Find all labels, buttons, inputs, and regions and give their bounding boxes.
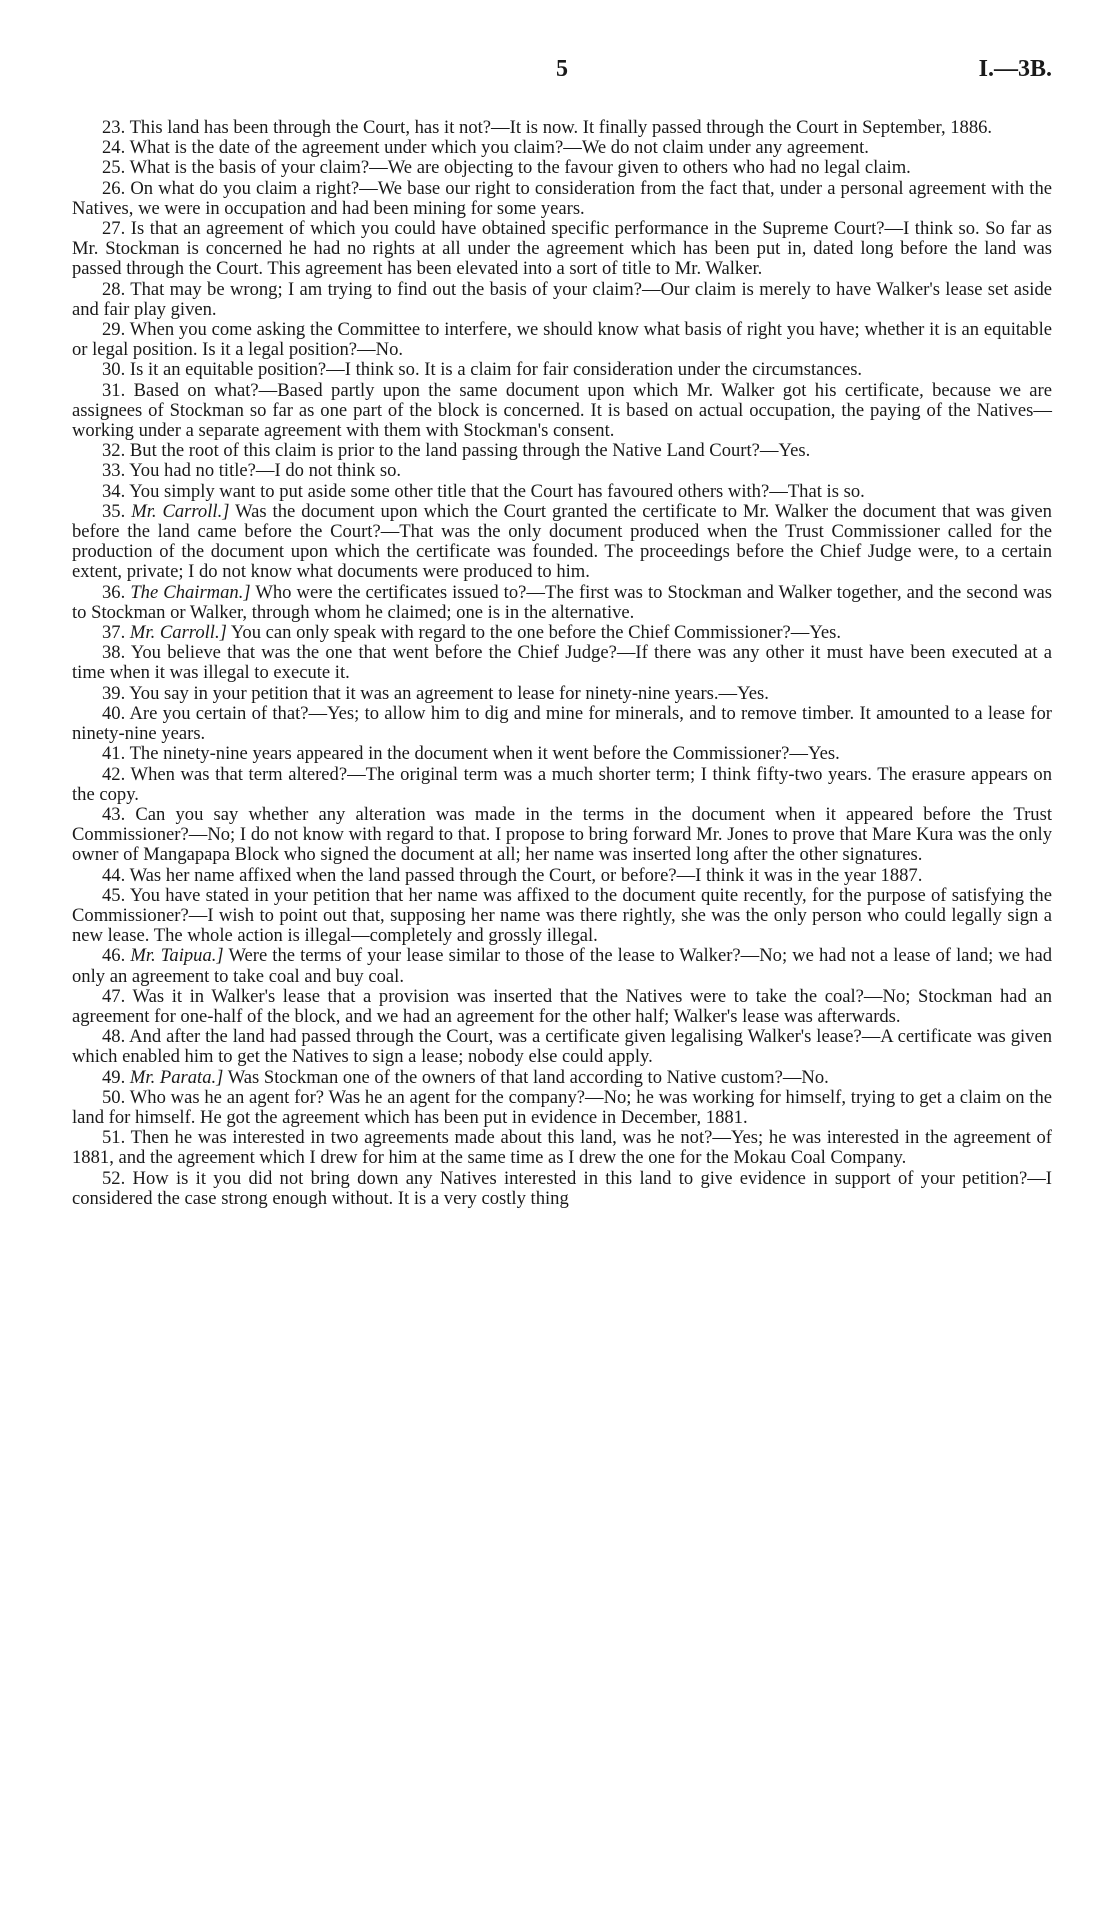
question-number: 50. (102, 1086, 126, 1108)
question-paragraph (72, 946, 1052, 986)
question-number: 30. (102, 359, 126, 381)
question-answer-text: Was it in Walker's lease that a provision was inserted that the Natives were to take the coal?—No; Stockman had an agreement for one-half of the block, and we had an agreement for the other half; Walker's lease was afterwards. (72, 985, 1053, 1027)
speaker-name: Mr. Taipua.] (130, 945, 224, 967)
question-paragraph (72, 1027, 1052, 1067)
question-number: 48. (102, 1026, 126, 1048)
question-paragraph (72, 219, 1052, 280)
question-paragraph (72, 1128, 1052, 1168)
question-paragraph (72, 158, 1052, 178)
question-answer-text: You say in your petition that it was an agreement to lease for ninety-nine years.—Yes. (129, 682, 769, 704)
question-paragraph (72, 441, 1052, 461)
question-number: 23. (102, 117, 126, 138)
question-paragraph (72, 765, 1052, 805)
question-paragraph (72, 138, 1052, 158)
question-paragraph (72, 866, 1052, 886)
question-answer-text: What is the basis of your claim?—We are objecting to the favour given to others who had no legal claim. (129, 157, 911, 179)
question-answer-text: You believe that was the one that went before the Chief Judge?—If there was any other it must have been executed at a time when it was illegal to execute it. (72, 642, 1053, 684)
speaker-name: Mr. Carroll.] (131, 500, 230, 522)
document-reference: I.—3B. (978, 56, 1052, 82)
question-number: 36. (102, 581, 126, 603)
speaker-name: The Chairman.] (130, 581, 251, 603)
question-answer-text: You simply want to put aside some other title that the Court has favoured others with?—That is so. (129, 480, 865, 502)
question-paragraph (72, 1088, 1052, 1128)
question-paragraph (72, 704, 1052, 744)
question-number: 40. (102, 702, 126, 724)
question-answer-text: Who was he an agent for? Was he an agent for the company?—No; he was working for himself, trying to get a claim on the land for himself. He got the agreement which has been put in evidence in December, 1881. (72, 1086, 1052, 1128)
question-paragraph (72, 381, 1052, 442)
question-number: 25. (102, 157, 126, 179)
question-answer-text: Who were the certificates issued to?—The first was to Stockman and Walker together, and the second was to Stockman or Walker, through whom he claimed; one is in the alternative. (72, 581, 1052, 623)
question-paragraph (72, 320, 1052, 360)
question-answer-text: How is it you did not bring down any Natives interested in this land to give evidence in support of your petition?—I considered the case strong enough without. It is a very costly thing (72, 1167, 1052, 1209)
question-number: 32. (102, 440, 126, 462)
question-answer-text: And after the land had passed through the Court, was a certificate given legalising Walker's lease?—A certificate was given which enabled him to get the Natives to sign a lease; nobody else could apply. (72, 1026, 1052, 1068)
question-answer-text: What is the date of the agreement under which you claim?—We do not claim under any agreement. (129, 137, 869, 159)
question-number: 46. (102, 945, 126, 967)
question-paragraph (72, 179, 1052, 219)
question-number: 41. (102, 743, 126, 765)
question-paragraph (72, 684, 1052, 704)
question-answer-text: Is that an agreement of which you could have obtained specific performance in the Supreme Court?—I think so. So far as Mr. Stockman is concerned he had no rights at all under the agreement which has been put in, dated long before the land was passed through the Court. This agreement has been elevated into a sort of title to Mr. Walker. (72, 218, 1052, 280)
question-answer-text: But the root of this claim is prior to the land passing through the Native Land Court?—Yes. (129, 440, 811, 462)
question-number: 42. (102, 763, 126, 785)
question-answer-text: You had no title?—I do not think so. (129, 460, 402, 482)
question-paragraph (72, 118, 1052, 138)
question-paragraph (72, 1169, 1052, 1209)
evidence-transcript (72, 118, 1052, 1209)
question-paragraph (72, 280, 1052, 320)
document-page (72, 56, 1053, 1209)
speaker-name: Mr. Carroll.] (129, 622, 227, 644)
question-answer-text: Was her name affixed when the land passed through the Court, or before?—I think it was in the year 1887. (129, 864, 923, 886)
question-number: 24. (102, 137, 126, 159)
question-answer-text: Were the terms of your lease similar to those of the lease to Walker?—No; we had not a lease of land; we had only an agreement to take coal and buy coal. (72, 945, 1052, 987)
question-number: 37. (102, 622, 126, 644)
question-number: 26. (102, 177, 126, 199)
question-number: 49. (102, 1066, 126, 1088)
question-paragraph (72, 360, 1052, 380)
question-answer-text: That may be wrong; I am trying to find out the basis of your claim?—Our claim is merely to have Walker's lease set aside and fair play given. (72, 278, 1052, 320)
question-answer-text: Based on what?—Based partly upon the same document upon which Mr. Walker got his certificate, because we are assignees of Stockman so far as one part of the block is concerned. It is based on actual occupation, the paying of the Natives—working under a separate agreement with them with Stockman's consent. (72, 379, 1052, 442)
question-number: 27. (102, 218, 126, 240)
question-answer-text: Can you say whether any alteration was made in the terms in the document when it appeared before the Trust Commissioner?—No; I do not know with regard to that. I propose to bring forward Mr. Jones to prove that Mare Kura was the only owner of Mangapapa Block who signed the document at all; her name was inserted long after the other signatures. (72, 803, 1053, 866)
question-number: 31. (102, 379, 126, 401)
page-number: 5 (556, 56, 568, 82)
question-number: 29. (102, 319, 126, 341)
question-answer-text: Are you certain of that?—Yes; to allow him to dig and mine for minerals, and to remove timber. It amounted to a lease for ninety-nine years. (72, 702, 1052, 745)
question-number: 45. (102, 884, 126, 906)
question-paragraph (72, 805, 1052, 866)
question-answer-text: When was that term altered?—The original term was a much shorter term; I think fifty-two years. The erasure appears on the copy. (72, 763, 1053, 805)
question-answer-text: Was Stockman one of the owners of that land according to Native custom?—No. (227, 1066, 829, 1088)
question-answer-text: You have stated in your petition that her name was affixed to the document quite recently, for the purpose of satisfying the Commissioner?—I wish to point out that, supposing her name was there rightly, she was the only person who could legally sign a new lease. The whole action is illegal—completely and grossly illegal. (72, 884, 1052, 947)
question-paragraph (72, 744, 1052, 764)
question-number: 35. (102, 500, 126, 522)
question-paragraph (72, 461, 1052, 481)
question-number: 43. (102, 803, 126, 825)
question-paragraph (72, 482, 1052, 502)
question-number: 47. (102, 985, 126, 1007)
question-number: 34. (102, 480, 126, 502)
question-number: 44. (102, 864, 126, 886)
question-number: 33. (102, 460, 126, 482)
question-paragraph (72, 886, 1052, 947)
page-header (72, 56, 1052, 100)
question-answer-text: When you come asking the Committee to interfere, we should know what basis of right you have; whether it is an equitable or legal position. Is it a legal position?—No. (72, 319, 1052, 361)
question-number: 39. (102, 682, 126, 704)
question-number: 28. (102, 278, 126, 300)
question-answer-text: This land has been through the Court, has it not?—It is now. It finally passed through the Court in September, 1886. (129, 117, 993, 138)
question-paragraph (72, 502, 1052, 583)
question-paragraph (72, 623, 1052, 643)
question-answer-text: You can only speak with regard to the one before the Chief Commissioner?—Yes. (230, 622, 842, 644)
question-answer-text: On what do you claim a right?—We base our right to consideration from the fact that, under a personal agreement with the Natives, we were in occupation and had been mining for some years. (72, 177, 1052, 219)
question-answer-text: The ninety-nine years appeared in the document when it went before the Commissioner?—Yes. (129, 743, 840, 765)
question-number: 51. (102, 1127, 126, 1149)
question-paragraph (72, 1068, 1052, 1088)
question-answer-text: Then he was interested in two agreements made about this land, was he not?—Yes; he was interested in the agreement of 1881, and the agreement which I drew for him at the same time as I drew the one for the Mokau Coal Company. (72, 1127, 1052, 1169)
question-paragraph (72, 583, 1052, 623)
question-number: 52. (102, 1167, 126, 1189)
speaker-name: Mr. Parata.] (129, 1066, 224, 1088)
question-answer-text: Was the document upon which the Court granted the certificate to Mr. Walker the document that was given before the land came before the Court?—That was the only document produced when the Trust Commissioner called for the production of the document upon which the certificate was founded. The proceedings before the Chief Judge were, to a certain extent, private; I do not know what documents were produced to him. (72, 500, 1052, 583)
question-answer-text: Is it an equitable position?—I think so. It is a claim for fair consideration under the circumstances. (129, 359, 863, 381)
question-paragraph (72, 987, 1052, 1027)
question-paragraph (72, 643, 1052, 683)
question-number: 38. (102, 642, 126, 664)
